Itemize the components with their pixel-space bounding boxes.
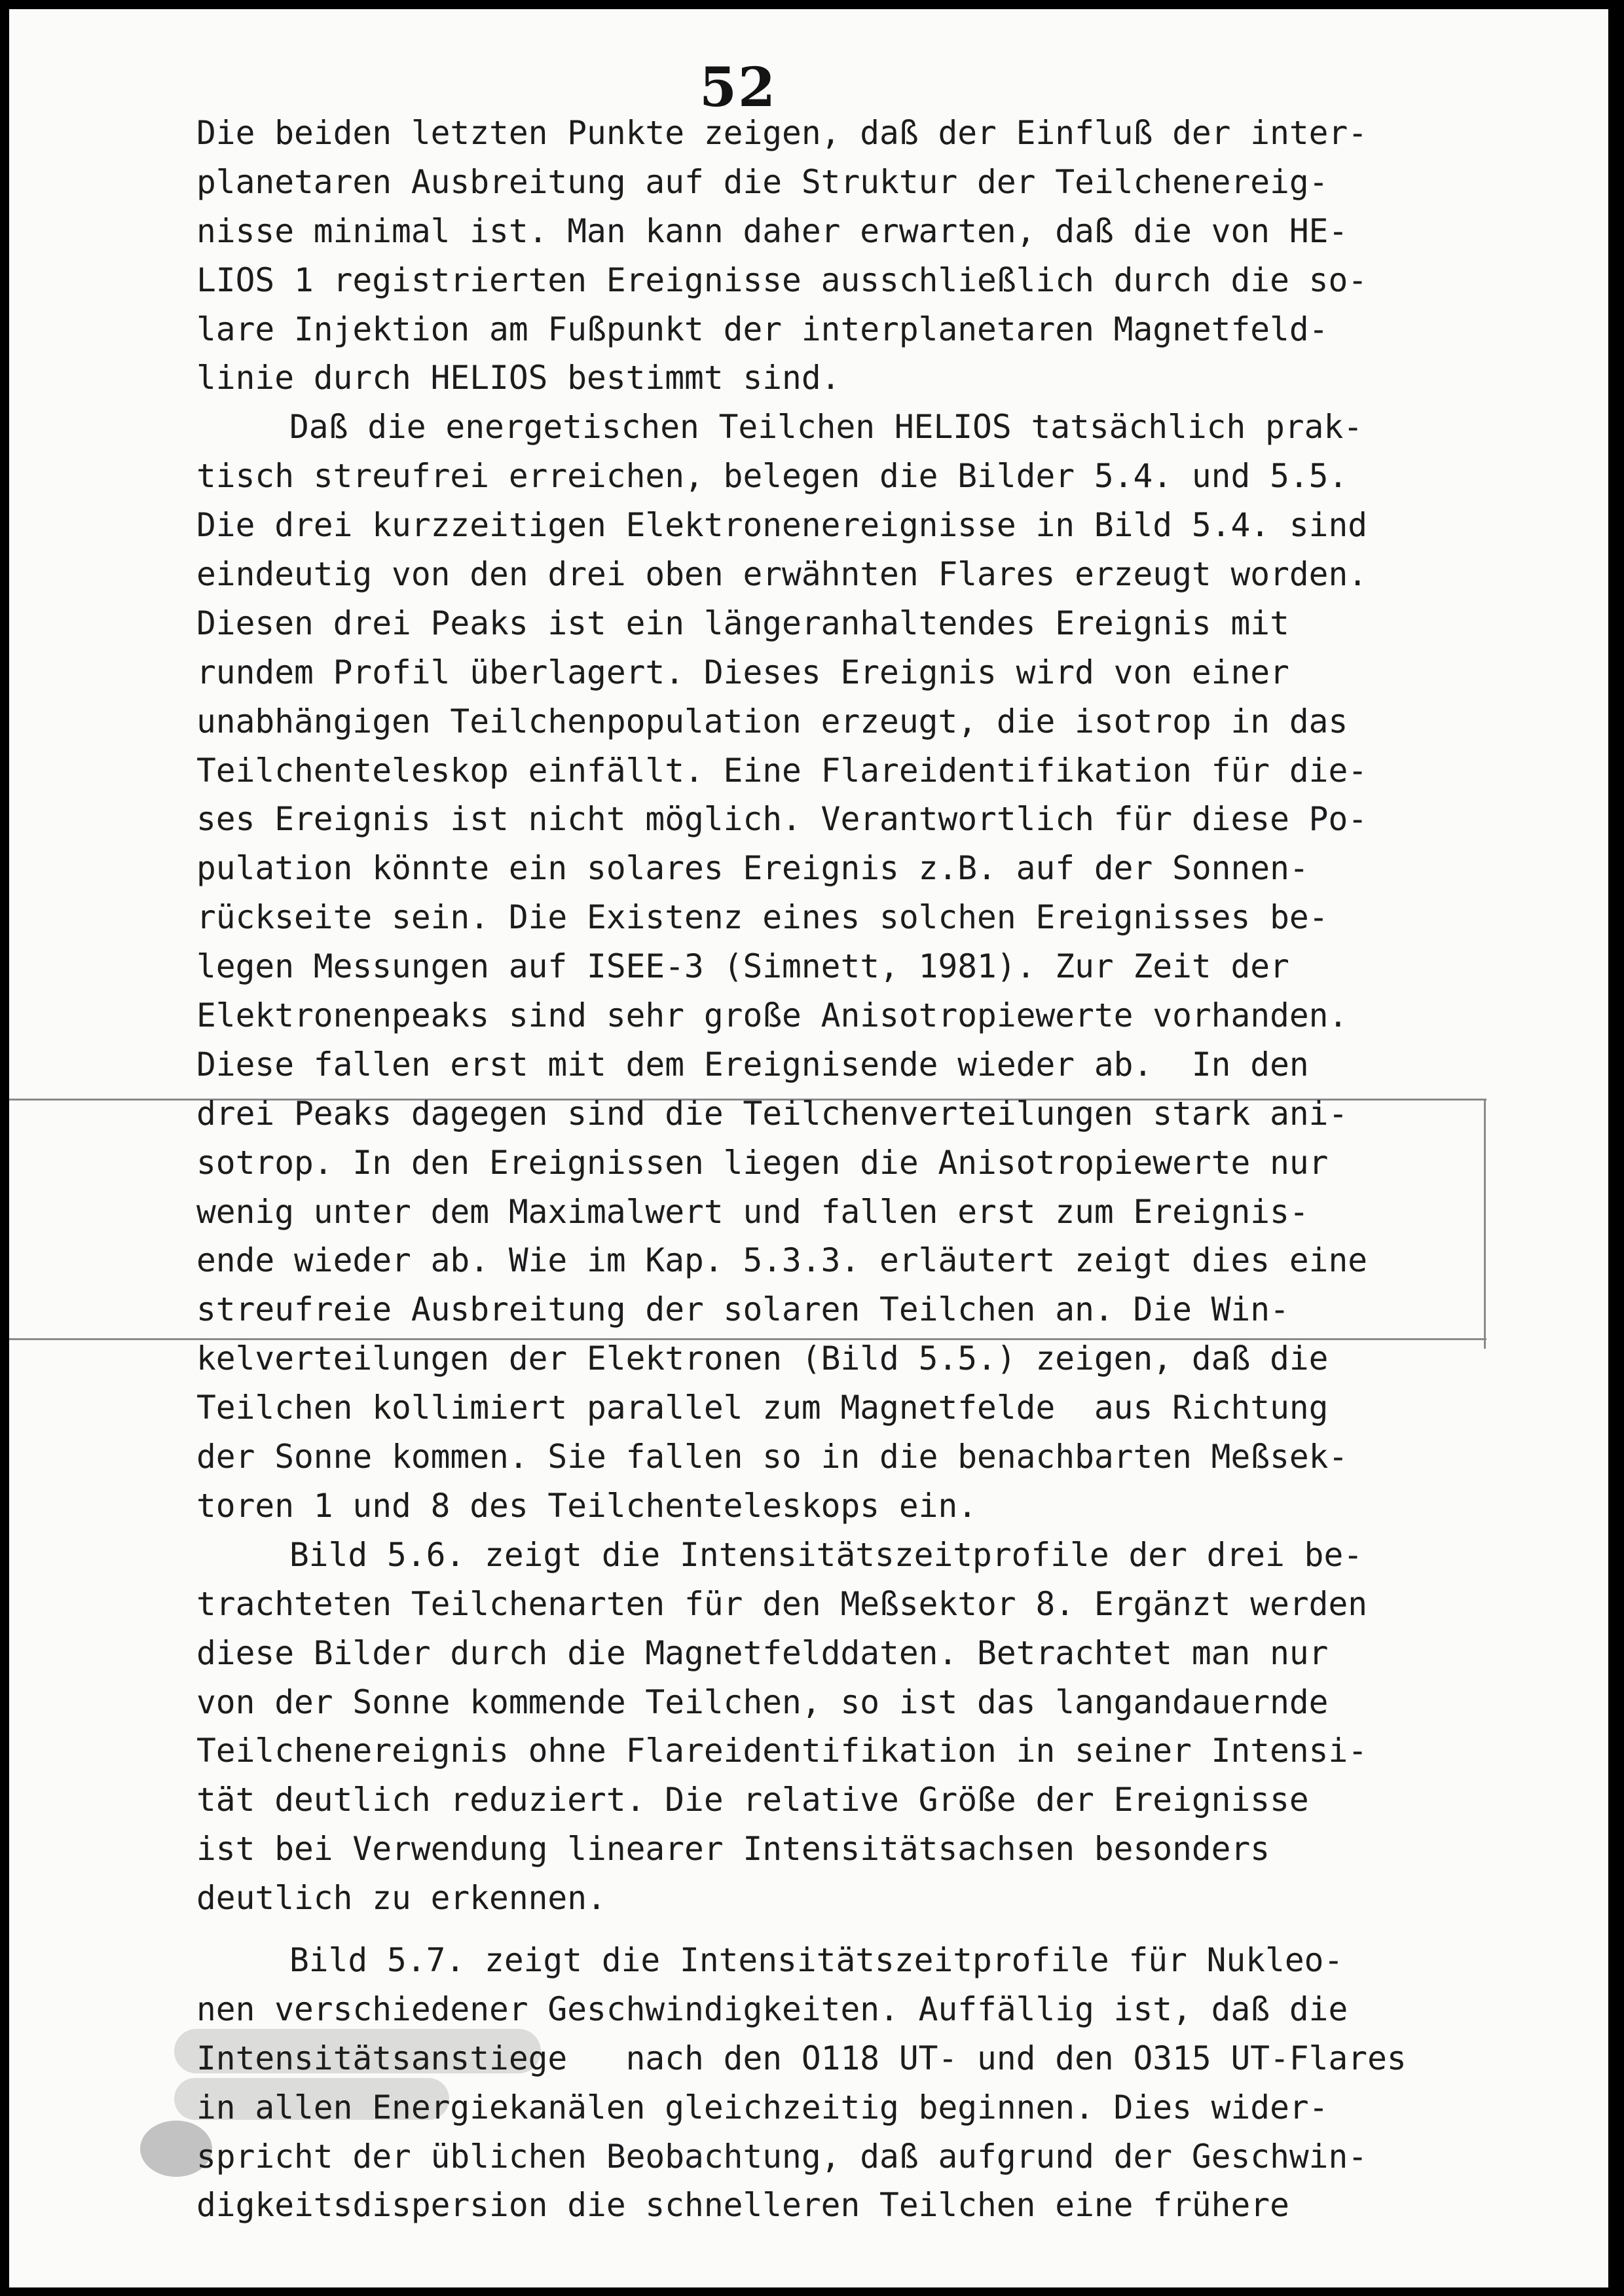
text-line: der Sonne kommen. Sie fallen so in die benachbarten Meßsek- bbox=[196, 1438, 1348, 1476]
text-line: Intensitätsanstiege nach den O118 UT- und den O315 UT-Flares bbox=[196, 2039, 1407, 2077]
text-line: unabhängigen Teilchenpopulation erzeugt, die isotrop in das bbox=[196, 702, 1348, 740]
text-line: Die beiden letzten Punkte zeigen, daß der Einfluß der inter- bbox=[196, 114, 1368, 152]
text-line: kelverteilungen der Elektronen (Bild 5.5.) zeigen, daß die bbox=[196, 1339, 1329, 1378]
text-line: Diese fallen erst mit dem Ereignisende wieder ab. In den bbox=[196, 1045, 1309, 1084]
text-line: Die drei kurzzeitigen Elektronenereignisse in Bild 5.4. sind bbox=[196, 506, 1368, 545]
text-line: tät deutlich reduziert. Die relative Größe der Ereignisse bbox=[196, 1781, 1309, 1819]
text-line: LIOS 1 registrierten Ereignisse ausschließlich durch die so- bbox=[196, 261, 1368, 299]
text-line: tisch streufrei erreichen, belegen die Bilder 5.4. und 5.5. bbox=[196, 457, 1348, 496]
text-line: eindeutig von den drei oben erwähnten Flares erzeugt worden. bbox=[196, 555, 1368, 594]
text-line: ende wieder ab. Wie im Kap. 5.3.3. erläutert zeigt dies eine bbox=[196, 1241, 1368, 1280]
text-line: trachteten Teilchenarten für den Meßsektor 8. Ergänzt werden bbox=[196, 1584, 1368, 1623]
text-line: wenig unter dem Maximalwert und fallen erst zum Ereignis- bbox=[196, 1192, 1309, 1231]
text-line: linie durch HELIOS bestimmt sind. bbox=[196, 359, 841, 397]
paragraph-first-line: Bild 5.6. zeigt die Intensitätszeitprofile der drei be- bbox=[289, 1535, 1363, 1574]
text-line: diese Bilder durch die Magnetfelddaten. Betrachtet man nur bbox=[196, 1633, 1329, 1672]
text-line: legen Messungen auf ISEE-3 (Simnett, 1981). Zur Zeit der bbox=[196, 947, 1289, 986]
text-line: ses Ereignis ist nicht möglich. Verantwortlich für diese Po- bbox=[196, 800, 1368, 839]
text-line: Teilchen kollimiert parallel zum Magnetfelde aus Richtung bbox=[196, 1389, 1329, 1427]
text-line: von der Sonne kommende Teilchen, so ist das langandauernde bbox=[196, 1683, 1329, 1721]
text-line: drei Peaks dagegen sind die Teilchenverteilungen stark ani- bbox=[196, 1094, 1348, 1133]
text-line: streufreie Ausbreitung der solaren Teilchen an. Die Win- bbox=[196, 1290, 1289, 1329]
page-number: 52 bbox=[699, 56, 777, 119]
text-line: Teilchenteleskop einfällt. Eine Flareidentifikation für die- bbox=[196, 751, 1368, 790]
text-line: lare Injektion am Fußpunkt der interplanetaren Magnetfeld- bbox=[196, 310, 1329, 348]
text-line: in allen Energiekanälen gleichzeitig beginnen. Dies wider- bbox=[196, 2088, 1329, 2126]
paragraph-first-line: Bild 5.7. zeigt die Intensitätszeitprofile für Nukleo- bbox=[289, 1941, 1344, 1979]
text-line: rundem Profil überlagert. Dieses Ereignis wird von einer bbox=[196, 653, 1289, 691]
text-line: Diesen drei Peaks ist ein längeranhaltendes Ereignis mit bbox=[196, 604, 1289, 642]
document-page bbox=[9, 9, 1608, 2287]
text-line: Elektronenpeaks sind sehr große Anisotropiewerte vorhanden. bbox=[196, 996, 1348, 1035]
text-line: nen verschiedener Geschwindigkeiten. Auffällig ist, daß die bbox=[196, 1990, 1348, 2028]
text-line: sotrop. In den Ereignissen liegen die Anisotropiewerte nur bbox=[196, 1143, 1329, 1182]
text-line: ist bei Verwendung linearer Intensitätsachsen besonders bbox=[196, 1830, 1270, 1868]
paragraph-first-line: Daß die energetischen Teilchen HELIOS tatsächlich prak- bbox=[289, 408, 1363, 446]
text-line: Teilchenereignis ohne Flareidentifikation in seiner Intensi- bbox=[196, 1732, 1368, 1770]
text-line: deutlich zu erkennen. bbox=[196, 1879, 606, 1918]
paste-edge-right bbox=[1484, 1099, 1486, 1349]
text-line: rückseite sein. Die Existenz eines solchen Ereignisses be- bbox=[196, 898, 1329, 937]
text-line: nisse minimal ist. Man kann daher erwarten, daß die von HE- bbox=[196, 211, 1348, 250]
text-line: planetaren Ausbreitung auf die Struktur der Teilchenereig- bbox=[196, 162, 1329, 201]
body-text bbox=[196, 109, 1441, 2230]
text-line: toren 1 und 8 des Teilchenteleskops ein. bbox=[196, 1486, 978, 1525]
text-line: digkeitsdispersion die schnelleren Teilchen eine frühere bbox=[196, 2186, 1289, 2225]
text-line: pulation könnte ein solares Ereignis z.B. auf der Sonnen- bbox=[196, 849, 1309, 888]
text-line: spricht der üblichen Beobachtung, daß aufgrund der Geschwin- bbox=[196, 2137, 1368, 2176]
